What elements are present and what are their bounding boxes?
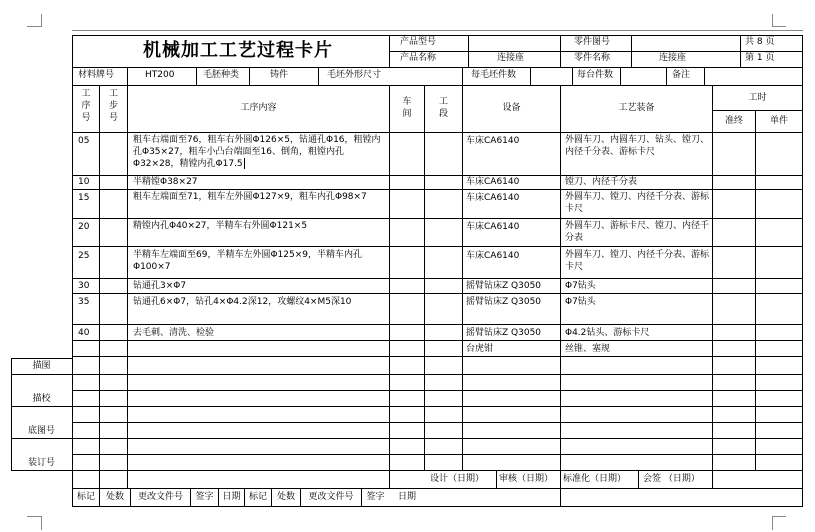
revision-sign-label: 签字: [195, 492, 214, 502]
op-equipment: 摇臂钻床Z Q3050: [466, 281, 542, 291]
op-tooling: 外圆车刀、游标卡尺、镗刀、内径千分表: [565, 221, 710, 243]
op-tooling: Φ4.2钻头、游标卡尺: [565, 328, 650, 338]
crop-mark: [41, 516, 42, 530]
revision-count-label: 处数: [276, 492, 295, 502]
step-no-header: 工 步 号: [108, 89, 118, 123]
countersign-signoff: 会签 （日期）: [643, 474, 700, 484]
blank-size-label: 毛坯外形尺寸: [327, 70, 382, 80]
crop-mark: [41, 14, 42, 27]
part-name-label: 零件名称: [574, 53, 611, 63]
revision-date-label: 日期: [222, 492, 241, 502]
op-content: 粗车右端面至76，粗车右外圆Φ126×5，钻通孔Φ16，粗镗内孔Φ35×27，粗车小凸台端面至16、倒角，粗镗内孔Φ32×28，精镗内孔Φ17.5: [133, 135, 381, 169]
op-equipment: 台虎钳: [466, 344, 494, 354]
op-content: 精镗内孔Φ40×27，半精车右外圆Φ121×5: [133, 221, 308, 231]
workshop-header: 车 间: [402, 97, 412, 119]
op-no: 25: [78, 251, 90, 261]
crop-mark: [27, 516, 41, 517]
time-header: 工时: [748, 93, 767, 103]
op-tooling: 外圆车刀、镗刀、内径千分表、游标卡尺: [565, 250, 710, 272]
product-name-label: 产品名称: [400, 53, 437, 63]
crop-mark: [772, 516, 786, 517]
section-header: 工 段: [438, 97, 448, 119]
remarks-label: 备注: [672, 70, 691, 80]
op-no: 35: [78, 297, 90, 307]
crop-mark: [772, 26, 786, 27]
side-label-base-drawing: 底图号: [27, 426, 55, 436]
revision-sign-label: 签字: [366, 492, 385, 502]
op-content: 半精车左端面至69，半精车左外圆Φ125×9，半精车内孔Φ100×7: [133, 250, 362, 272]
material-label: 材料牌号: [78, 70, 115, 80]
crop-mark: [772, 14, 773, 27]
card-title: 机械加工工艺过程卡片: [143, 40, 333, 61]
op-equipment: 车床CA6140: [466, 222, 520, 232]
blank-type-label: 毛胚种类: [203, 70, 240, 80]
review-signoff: 审核（日期）: [499, 474, 554, 484]
op-equipment: 摇臂钻床Z Q3050: [466, 328, 542, 338]
op-tooling: 外圆车刀、内圆车刀、钻头、镗刀、内径千分表、游标卡尺: [565, 135, 710, 157]
product-name-value: 连接座: [497, 53, 525, 63]
op-tooling: 外圆车刀、镗刀、内径千分表、游标卡尺: [565, 192, 710, 214]
crop-mark: [27, 26, 41, 27]
op-no: 10: [78, 177, 90, 187]
op-tooling: Φ7钻头: [565, 281, 596, 291]
op-content: 钻通孔6×Φ7，钻孔4×Φ4.2深12，攻螺纹4×M5深10: [133, 297, 352, 307]
per-blank-label: 每毛坯件数: [471, 70, 517, 80]
side-label-binding: 装订号: [27, 458, 55, 468]
revision-date-label: 日期: [397, 492, 416, 502]
design-signoff: 设计（日期）: [430, 474, 485, 484]
revision-mark-label: 标记: [248, 492, 267, 502]
total-pages: 共 8 页: [745, 37, 775, 47]
op-content: 半精镗Φ38×27: [133, 177, 198, 187]
crop-mark: [772, 516, 773, 530]
blank-type-value: 铸件: [270, 70, 289, 80]
revision-docno-label: 更改文件号: [137, 492, 183, 502]
op-no: 40: [78, 328, 90, 338]
op-no-header: 工 序 号: [81, 89, 91, 123]
op-equipment: 车床CA6140: [466, 177, 520, 187]
op-no: 30: [78, 281, 90, 291]
part-name-value: 连接座: [659, 53, 687, 63]
standard-signoff: 标准化（日期）: [563, 474, 627, 484]
op-equipment: 车床CA6140: [466, 136, 520, 146]
tooling-header: 工艺装备: [618, 103, 655, 113]
op-equipment: 车床CA6140: [466, 193, 520, 203]
op-no: 20: [78, 222, 90, 232]
text-cursor: [244, 158, 245, 169]
per-unit-label: 每台件数: [577, 70, 614, 80]
side-label-trace: 描图: [32, 361, 51, 371]
op-tooling: 丝锥、塞规: [565, 344, 611, 354]
revision-docno-label: 更改文件号: [308, 492, 354, 502]
top-rule: [72, 30, 803, 31]
part-drawing-no-label: 零件图号: [574, 37, 611, 47]
material-value: HT200: [145, 70, 175, 80]
op-content: 去毛刺、清洗、检验: [133, 328, 215, 338]
op-content: 钻通孔3×Φ7: [133, 281, 187, 291]
equipment-header: 设备: [502, 103, 521, 113]
side-label-trace-check: 描校: [32, 394, 51, 404]
op-equipment: 摇臂钻床Z Q3050: [466, 297, 542, 307]
op-no: 15: [78, 193, 90, 203]
op-tooling: 镗刀、内径千分表: [565, 177, 638, 187]
op-equipment: 车床CA6140: [466, 251, 520, 261]
time-prep-header: 准终: [724, 116, 743, 126]
op-no: 05: [78, 136, 90, 146]
product-model-label: 产品型号: [400, 37, 437, 47]
op-content: 粗车左端面至71，粗车左外圆Φ127×9，粗车内孔Φ98×7: [133, 192, 367, 202]
op-tooling: Φ7钻头: [565, 297, 596, 307]
revision-mark-label: 标记: [76, 492, 95, 502]
time-unit-header: 单件: [769, 116, 788, 126]
revision-count-label: 处数: [105, 492, 124, 502]
content-header: 工序内容: [240, 103, 277, 113]
page-number: 第 1 页: [745, 53, 775, 63]
